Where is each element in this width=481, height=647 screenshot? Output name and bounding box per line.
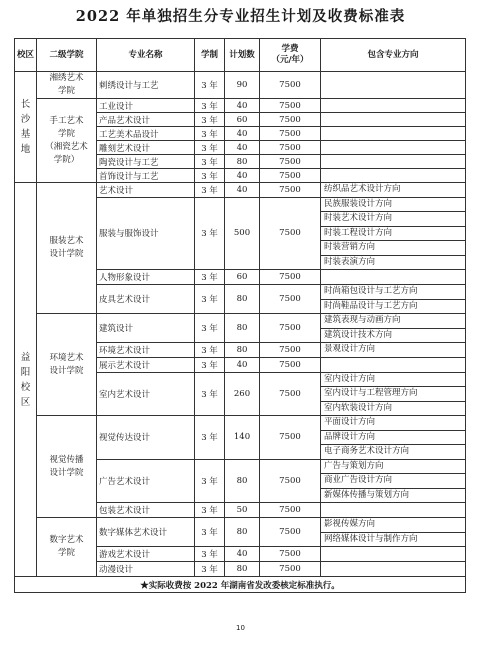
direction-item: 时装表演方向 — [324, 256, 376, 267]
direction-item: 建筑设计技术方向 — [324, 329, 393, 340]
major-plan: 80 — [225, 562, 260, 577]
major-name: 数字媒体艺术设计 — [97, 518, 195, 547]
direction-cell — [321, 113, 466, 127]
campus-char: 长 — [20, 99, 31, 110]
major-name: 产品艺术设计 — [97, 113, 195, 127]
major-fee: 7500 — [260, 197, 321, 270]
direction-item: 影视传媒方向 — [321, 518, 465, 533]
table-header-row — [15, 39, 466, 72]
direction-item: 品牌设计方向 — [321, 431, 465, 446]
table-row — [15, 99, 466, 113]
direction-item: 室内软装设计方向 — [324, 402, 393, 413]
major-fee: 7500 — [260, 127, 321, 141]
page-title: 2022 年单独招生分专业招生计划及收费标准表 — [75, 8, 406, 25]
major-duration: 3 年 — [195, 127, 225, 141]
major-fee: 7500 — [260, 372, 321, 416]
major-duration: 3 年 — [195, 197, 225, 270]
direction-cell — [321, 459, 466, 503]
major-plan: 40 — [225, 357, 260, 372]
major-fee: 7500 — [260, 314, 321, 343]
major-duration: 3 年 — [195, 357, 225, 372]
major-plan: 40 — [225, 99, 260, 113]
header-plan: 计划数 — [225, 39, 260, 72]
college-name-line: 湘绣艺术 — [49, 73, 84, 83]
major-duration: 3 年 — [195, 503, 225, 518]
direction-cell — [321, 314, 466, 343]
major-duration: 3 年 — [195, 183, 225, 198]
major-fee: 7500 — [260, 141, 321, 155]
college-name-line: 学院 — [57, 86, 75, 96]
direction-cell — [321, 503, 466, 518]
major-name: 工艺美术品设计 — [97, 127, 195, 141]
major-name: 广告艺术设计 — [97, 459, 195, 503]
college-cell — [37, 314, 97, 416]
major-name: 服装与服饰设计 — [97, 197, 195, 270]
college-name-line: 学院） — [53, 154, 80, 165]
major-plan: 60 — [225, 270, 260, 285]
major-fee: 7500 — [260, 518, 321, 547]
major-plan: 50 — [225, 503, 260, 518]
major-plan: 80 — [225, 343, 260, 358]
major-plan: 80 — [225, 285, 260, 314]
enrollment-plan-table — [14, 38, 466, 593]
header-duration: 学制 — [195, 39, 225, 72]
direction-cell — [321, 357, 466, 372]
major-plan: 80 — [225, 155, 260, 169]
college-name-line: 环境艺术 — [49, 352, 84, 363]
major-plan: 140 — [225, 416, 260, 460]
campus-char: 地 — [20, 144, 31, 155]
major-name: 包装艺术设计 — [97, 503, 195, 518]
college-name-line: 设计学院 — [49, 467, 84, 478]
direction-item: 建筑表现与动画方向 — [321, 314, 465, 329]
direction-cell — [321, 72, 466, 99]
campus-char: 校 — [20, 381, 31, 393]
table-body — [15, 72, 466, 593]
direction-cell — [321, 416, 466, 460]
direction-cell — [321, 127, 466, 141]
table-row — [15, 183, 466, 198]
direction-cell — [321, 169, 466, 183]
header-college: 二级学院 — [37, 39, 97, 72]
fee-note: ★实际收费按 2022 年湖南省发改委核定标准执行。 — [15, 577, 466, 593]
major-fee: 7500 — [260, 183, 321, 198]
college-name-line: 数字艺术 — [49, 535, 84, 545]
note-row — [15, 577, 466, 593]
college-name-line: 学院 — [57, 128, 75, 139]
direction-cell — [321, 99, 466, 113]
direction-cell — [321, 562, 466, 577]
major-name: 陶瓷设计与工艺 — [97, 155, 195, 169]
major-plan: 80 — [225, 459, 260, 503]
campus-cell — [15, 183, 37, 577]
table-row — [15, 72, 466, 99]
major-plan: 500 — [225, 197, 260, 270]
major-plan: 60 — [225, 113, 260, 127]
direction-item: 时装工程设计方向 — [321, 227, 465, 242]
direction-cell — [321, 343, 466, 358]
major-name: 人物形象设计 — [97, 270, 195, 285]
direction-item: 时装营销方向 — [321, 241, 465, 256]
major-plan: 80 — [225, 314, 260, 343]
direction-cell — [321, 285, 466, 314]
major-plan: 40 — [225, 169, 260, 183]
major-name: 首饰设计与工艺 — [97, 169, 195, 183]
direction-item: 民族服装设计方向 — [321, 198, 465, 213]
major-plan: 40 — [225, 127, 260, 141]
major-name: 展示艺术设计 — [97, 357, 195, 372]
direction-item: 平面设计方向 — [321, 416, 465, 431]
major-fee: 7500 — [260, 416, 321, 460]
header-major: 专业名称 — [97, 39, 195, 72]
major-name: 建筑设计 — [97, 314, 195, 343]
major-fee: 7500 — [260, 72, 321, 99]
direction-item: 时尚箱包设计与工艺方向 — [321, 285, 465, 300]
major-name: 游戏艺术设计 — [97, 547, 195, 562]
direction-cell — [321, 141, 466, 155]
table-row — [15, 518, 466, 547]
major-fee: 7500 — [260, 270, 321, 285]
college-name-line: 手工艺术 — [49, 115, 84, 126]
major-duration: 3 年 — [195, 155, 225, 169]
major-plan: 40 — [225, 141, 260, 155]
campus-char: 区 — [20, 396, 31, 408]
major-name: 视觉传达设计 — [97, 416, 195, 460]
direction-item: 室内设计与工程管理方向 — [321, 387, 465, 402]
college-name-line: 设计学院 — [49, 365, 84, 376]
major-fee: 7500 — [260, 113, 321, 127]
major-fee: 7500 — [260, 459, 321, 503]
major-fee: 7500 — [260, 343, 321, 358]
major-name: 艺术设计 — [97, 183, 195, 198]
major-name: 室内艺术设计 — [97, 372, 195, 416]
direction-cell — [321, 155, 466, 169]
direction-item: 新媒体传播与策划方向 — [324, 489, 410, 500]
major-fee: 7500 — [260, 155, 321, 169]
campus-char: 沙 — [20, 114, 31, 125]
major-fee: 7500 — [260, 503, 321, 518]
major-plan: 40 — [225, 183, 260, 198]
major-duration: 3 年 — [195, 416, 225, 460]
major-name: 工业设计 — [97, 99, 195, 113]
major-duration: 3 年 — [195, 99, 225, 113]
major-fee: 7500 — [260, 357, 321, 372]
college-name-line: （湘瓷艺术 — [45, 141, 88, 152]
college-cell — [37, 416, 97, 518]
major-duration: 3 年 — [195, 343, 225, 358]
direction-item: 纺织品艺术设计方向 — [324, 184, 401, 194]
college-name-line: 设计学院 — [49, 249, 84, 259]
major-name: 皮具艺术设计 — [97, 285, 195, 314]
direction-cell — [321, 547, 466, 562]
table-row — [15, 314, 466, 343]
major-plan: 40 — [225, 547, 260, 562]
header-fee-line2: （元/年） — [271, 55, 309, 65]
major-name: 刺绣设计与工艺 — [97, 72, 195, 99]
major-name: 动漫设计 — [97, 562, 195, 577]
major-duration: 3 年 — [195, 270, 225, 285]
header-fee — [260, 39, 321, 72]
major-fee: 7500 — [260, 169, 321, 183]
college-name-line: 服装艺术 — [49, 236, 84, 246]
direction-item: 时装艺术设计方向 — [321, 212, 465, 227]
major-fee: 7500 — [260, 285, 321, 314]
major-duration: 3 年 — [195, 459, 225, 503]
major-name: 环境艺术设计 — [97, 343, 195, 358]
major-duration: 3 年 — [195, 169, 225, 183]
college-cell — [37, 518, 97, 577]
major-duration: 3 年 — [195, 518, 225, 547]
direction-item: 网络媒体设计与制作方向 — [324, 533, 418, 544]
header-directions: 包含专业方向 — [321, 39, 466, 72]
campus-char: 阳 — [20, 366, 31, 378]
table-row — [15, 416, 466, 460]
direction-cell — [321, 372, 466, 416]
major-plan: 90 — [225, 72, 260, 99]
header-fee-line1: 学费 — [281, 44, 299, 54]
campus-char: 益 — [20, 351, 31, 363]
college-name-line: 视觉传播 — [49, 454, 84, 465]
direction-item: 电子商务艺术设计方向 — [324, 446, 410, 456]
major-duration: 3 年 — [195, 372, 225, 416]
direction-cell — [321, 518, 466, 547]
college-name-line: 学院 — [57, 548, 75, 558]
major-duration: 3 年 — [195, 314, 225, 343]
major-fee: 7500 — [260, 547, 321, 562]
header-campus: 校区 — [15, 39, 37, 72]
major-plan: 80 — [225, 518, 260, 547]
page-number: 10 — [236, 624, 245, 632]
major-plan: 260 — [225, 372, 260, 416]
direction-cell — [321, 183, 466, 198]
direction-cell — [321, 197, 466, 270]
major-duration: 3 年 — [195, 141, 225, 155]
major-name: 雕刻艺术设计 — [97, 141, 195, 155]
direction-item: 时尚鞋品设计与工艺方向 — [324, 300, 418, 311]
direction-item: 景观设计方向 — [324, 344, 376, 354]
major-duration: 3 年 — [195, 72, 225, 99]
college-cell — [37, 183, 97, 314]
major-fee: 7500 — [260, 99, 321, 113]
direction-item: 商业广告设计方向 — [321, 474, 465, 489]
major-duration: 3 年 — [195, 113, 225, 127]
direction-item: 室内设计方向 — [321, 373, 465, 388]
major-fee: 7500 — [260, 562, 321, 577]
campus-char: 基 — [20, 129, 31, 140]
college-cell — [37, 99, 97, 183]
campus-cell — [15, 72, 37, 183]
major-duration: 3 年 — [195, 562, 225, 577]
major-duration: 3 年 — [195, 285, 225, 314]
major-duration: 3 年 — [195, 547, 225, 562]
direction-item: 广告与策划方向 — [321, 460, 465, 475]
direction-cell — [321, 270, 466, 285]
college-cell — [37, 72, 97, 99]
